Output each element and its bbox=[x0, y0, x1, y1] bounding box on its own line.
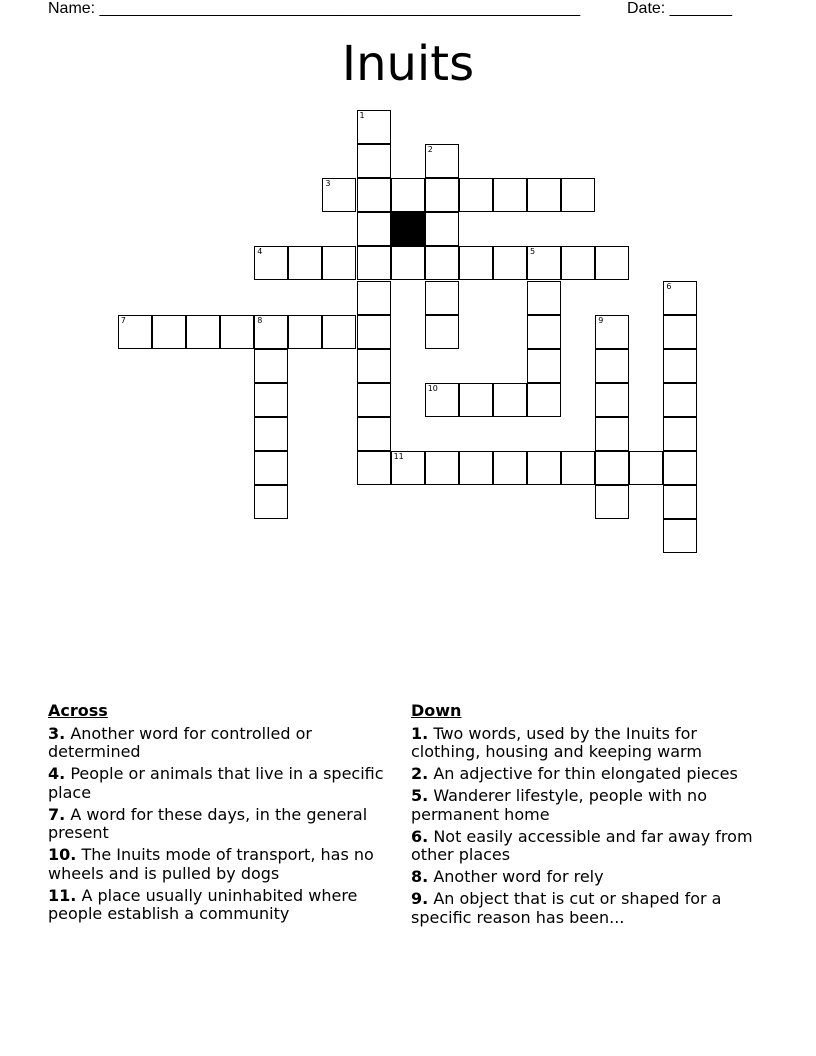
across-clue bbox=[48, 846, 398, 883]
grid-cell[interactable] bbox=[357, 349, 391, 383]
clue-text: An adjective for thin elongated pieces bbox=[433, 764, 738, 783]
grid-cell[interactable] bbox=[459, 383, 493, 417]
grid-cell[interactable] bbox=[527, 315, 561, 349]
grid-cell[interactable] bbox=[288, 246, 322, 280]
grid-cell[interactable] bbox=[322, 178, 356, 212]
grid-cell[interactable] bbox=[220, 315, 254, 349]
grid-cell[interactable] bbox=[357, 451, 391, 485]
grid-cell[interactable] bbox=[527, 349, 561, 383]
page-title: Inuits bbox=[341, 36, 475, 92]
grid-cell[interactable] bbox=[663, 383, 697, 417]
clue-number: 11. bbox=[48, 885, 77, 905]
clue-number: 5 bbox=[530, 247, 536, 257]
grid-cell[interactable] bbox=[459, 451, 493, 485]
clue-number: 1. bbox=[411, 723, 429, 743]
blocked-cell bbox=[391, 212, 425, 246]
clue-number: 4 bbox=[257, 247, 263, 257]
grid-cell[interactable] bbox=[595, 451, 629, 485]
grid-cell[interactable] bbox=[459, 246, 493, 280]
clue-number: 6 bbox=[666, 281, 672, 291]
down-heading: Down bbox=[411, 701, 462, 720]
grid-cell[interactable] bbox=[493, 246, 527, 280]
grid-cell[interactable] bbox=[357, 212, 391, 246]
down-clue bbox=[411, 765, 756, 784]
grid-cell[interactable] bbox=[493, 451, 527, 485]
clue-number: 11 bbox=[393, 452, 404, 461]
clue-number: 7. bbox=[48, 804, 66, 824]
clue-number: 8. bbox=[411, 867, 429, 886]
clue-number: 5. bbox=[411, 786, 429, 805]
across-heading: Across bbox=[48, 701, 108, 720]
clue-number: 1 bbox=[359, 111, 365, 120]
grid-cell[interactable] bbox=[118, 315, 152, 349]
down-clues bbox=[411, 702, 756, 931]
grid-cell[interactable] bbox=[663, 519, 697, 553]
grid-cell[interactable] bbox=[425, 212, 459, 246]
grid-cell[interactable] bbox=[561, 246, 595, 280]
across-clue bbox=[48, 806, 398, 843]
grid-cell[interactable] bbox=[663, 349, 697, 383]
clue-number: 2 bbox=[427, 145, 433, 155]
grid-cell[interactable] bbox=[425, 281, 459, 315]
grid-cell[interactable] bbox=[254, 451, 288, 485]
clue-text: Another word for rely bbox=[433, 867, 604, 886]
grid-cell[interactable] bbox=[595, 246, 629, 280]
grid-cell[interactable] bbox=[152, 315, 186, 349]
grid-cell[interactable] bbox=[322, 315, 356, 349]
clue-number: 10 bbox=[427, 383, 438, 393]
grid-cell[interactable] bbox=[527, 383, 561, 417]
clue-text: An object that is cut or shaped for a specific reason has been... bbox=[411, 889, 722, 927]
grid-cell[interactable] bbox=[493, 178, 527, 212]
grid-cell[interactable] bbox=[663, 417, 697, 451]
clue-text: The Inuits mode of transport, has no wheels and is pulled by dogs bbox=[48, 845, 374, 883]
date-field-label[interactable]: Date: _______ bbox=[627, 0, 732, 17]
across-clue-list bbox=[48, 725, 398, 924]
grid-cell[interactable] bbox=[357, 178, 391, 212]
grid-cell[interactable] bbox=[357, 246, 391, 280]
down-clue bbox=[411, 890, 756, 927]
grid-cell[interactable] bbox=[357, 315, 391, 349]
grid-cell[interactable] bbox=[357, 281, 391, 315]
across-clue bbox=[48, 887, 398, 924]
grid-cell[interactable] bbox=[595, 315, 629, 349]
grid-cell[interactable] bbox=[288, 315, 322, 349]
grid-cell[interactable] bbox=[391, 451, 425, 485]
grid-cell[interactable] bbox=[663, 485, 697, 519]
down-clue bbox=[411, 868, 756, 887]
clue-text: A word for these days, in the general present bbox=[48, 804, 368, 842]
clue-text: A place usually uninhabited where people establish a community bbox=[48, 885, 358, 923]
clue-number: 3. bbox=[48, 723, 66, 743]
grid-cell[interactable] bbox=[254, 349, 288, 383]
clue-text: Two words, used by the Inuits for clothing, housing and keeping warm bbox=[411, 723, 702, 761]
grid-cell[interactable] bbox=[254, 246, 288, 280]
grid-cell[interactable] bbox=[357, 417, 391, 451]
grid-cell[interactable] bbox=[663, 315, 697, 349]
down-clue-list bbox=[411, 725, 756, 928]
grid-cell[interactable] bbox=[425, 178, 459, 212]
grid-cell[interactable] bbox=[425, 144, 459, 178]
grid-cell[interactable] bbox=[425, 383, 459, 417]
grid-cell[interactable] bbox=[493, 383, 527, 417]
down-clue bbox=[411, 828, 756, 865]
grid-cell[interactable] bbox=[425, 315, 459, 349]
grid-cell[interactable] bbox=[629, 451, 663, 485]
clue-number: 9 bbox=[598, 315, 604, 325]
grid-cell[interactable] bbox=[425, 451, 459, 485]
clue-text: Wanderer lifestyle, people with no permanent home bbox=[411, 786, 707, 824]
across-clues bbox=[48, 702, 398, 927]
grid-cell[interactable] bbox=[595, 417, 629, 451]
clue-number: 6. bbox=[411, 826, 429, 846]
across-clue bbox=[48, 725, 398, 762]
clue-number: 2. bbox=[411, 764, 429, 783]
down-clue bbox=[411, 787, 756, 824]
grid-cell[interactable] bbox=[254, 485, 288, 519]
grid-cell[interactable] bbox=[322, 246, 356, 280]
grid-cell[interactable] bbox=[357, 383, 391, 417]
grid-cell[interactable] bbox=[527, 246, 561, 280]
grid-cell[interactable] bbox=[595, 383, 629, 417]
grid-cell[interactable] bbox=[391, 246, 425, 280]
clue-number: 7 bbox=[120, 315, 126, 325]
grid-cell[interactable] bbox=[561, 451, 595, 485]
grid-cell[interactable] bbox=[595, 485, 629, 519]
clue-text: Not easily accessible and far away from other places bbox=[411, 826, 753, 864]
clue-number: 9. bbox=[411, 889, 429, 908]
grid-cell[interactable] bbox=[391, 178, 425, 212]
clue-number: 10. bbox=[48, 845, 77, 864]
grid-cell[interactable] bbox=[663, 451, 697, 485]
clue-text: People or animals that live in a specific place bbox=[48, 764, 384, 802]
clue-number: 8 bbox=[257, 315, 263, 325]
grid-cell[interactable] bbox=[663, 281, 697, 315]
grid-cell[interactable] bbox=[527, 281, 561, 315]
grid-cell[interactable] bbox=[357, 144, 391, 178]
clue-number: 4. bbox=[48, 764, 66, 783]
grid-cell[interactable] bbox=[254, 315, 288, 349]
name-field-label[interactable]: Name: ______________________________________________________ bbox=[48, 0, 581, 17]
grid-cell[interactable] bbox=[561, 178, 595, 212]
clue-number: 3 bbox=[325, 179, 331, 189]
grid-cell[interactable] bbox=[357, 110, 391, 144]
grid-cell[interactable] bbox=[595, 349, 629, 383]
grid-cell[interactable] bbox=[527, 451, 561, 485]
grid-cell[interactable] bbox=[459, 178, 493, 212]
grid-cell[interactable] bbox=[527, 178, 561, 212]
clue-text: Another word for controlled or determined bbox=[48, 723, 312, 761]
grid-cell[interactable] bbox=[425, 246, 459, 280]
grid-cell[interactable] bbox=[254, 417, 288, 451]
grid-cell[interactable] bbox=[186, 315, 220, 349]
across-clue bbox=[48, 765, 398, 802]
grid-cell[interactable] bbox=[254, 383, 288, 417]
down-clue bbox=[411, 725, 756, 762]
